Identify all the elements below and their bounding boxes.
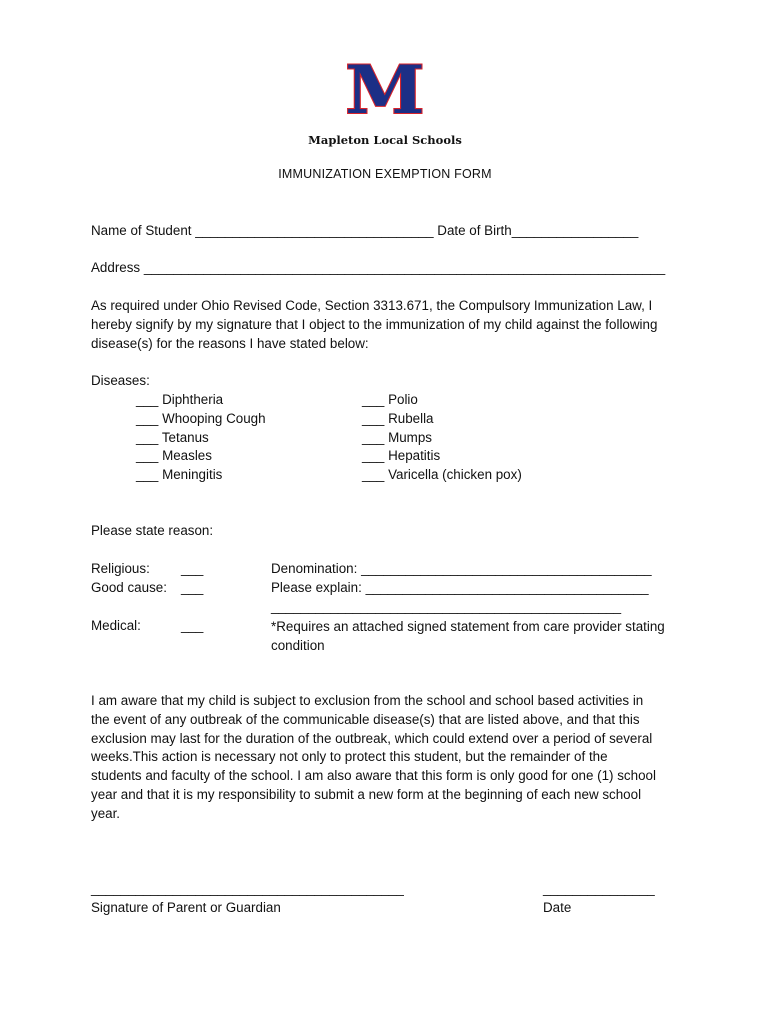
- dob-field[interactable]: _________________: [511, 223, 639, 238]
- intro-paragraph: [91, 297, 691, 353]
- intro-line: hereby signify by my signature that I object to the immunization of my child against the following: [91, 316, 658, 332]
- explain-label: Please explain:: [271, 580, 362, 595]
- disease-item[interactable]: ___ Measles: [136, 448, 212, 464]
- explain-extra-line[interactable]: _______________________________________________: [271, 599, 622, 614]
- address-label: Address: [91, 260, 141, 275]
- address-row: [91, 259, 665, 276]
- disease-item[interactable]: ___ Hepatitis: [362, 448, 441, 464]
- diseases-right-list: [362, 391, 522, 485]
- denomination-row: [271, 560, 652, 577]
- signature-date-label: Date: [543, 900, 572, 915]
- disease-item[interactable]: ___ Whooping Cough: [136, 410, 266, 426]
- diseases-left-list: [136, 391, 266, 485]
- dob-label: Date of Birth: [437, 223, 512, 238]
- intro-line: disease(s) for the reasons I have stated below:: [91, 335, 369, 351]
- disease-item[interactable]: ___ Mumps: [362, 429, 432, 445]
- medical-note-line: *Requires an attached signed statement from care provider stating: [271, 619, 665, 634]
- explain-field[interactable]: ______________________________________: [365, 580, 649, 595]
- signature-label: Signature of Parent or Guardian: [91, 900, 281, 915]
- form-title: IMMUNIZATION EXEMPTION FORM: [278, 167, 492, 181]
- awareness-line: students and faculty of the school. I am also aware that this form is only good for one (1) school: [91, 768, 656, 784]
- student-name-field[interactable]: ________________________________: [195, 223, 434, 238]
- medical-note-line: condition: [271, 638, 325, 653]
- disease-item[interactable]: ___ Polio: [362, 392, 418, 407]
- awareness-line: the event of any outbreak of the communicable disease(s) that are listed above, and that this: [91, 711, 640, 727]
- address-field[interactable]: ______________________________________________________________________: [143, 260, 666, 275]
- disease-item[interactable]: ___ Tetanus: [136, 429, 209, 445]
- good-cause-checkbox[interactable]: ___: [181, 580, 204, 595]
- medical-label: Medical:: [91, 618, 141, 633]
- denomination-field[interactable]: _______________________________________: [361, 561, 652, 576]
- denomination-label: Denomination:: [271, 561, 358, 576]
- student-name-label: Name of Student: [91, 223, 192, 238]
- intro-line: As required under Ohio Revised Code, Section 3313.671, the Compulsory Immunization Law, I: [91, 298, 653, 313]
- disease-item[interactable]: ___ Rubella: [362, 410, 434, 426]
- awareness-line: year and that it is my responsibility to submit a new form at the beginning of each new school: [91, 786, 642, 802]
- signature-field[interactable]: __________________________________________: [91, 881, 404, 896]
- awareness-line: exclusion may last for the duration of the outbreak, which could extend over a period of several: [91, 730, 653, 746]
- disease-item[interactable]: ___ Meningitis: [136, 467, 223, 483]
- awareness-line: year.: [91, 805, 121, 821]
- disease-item[interactable]: ___ Diphtheria: [136, 392, 224, 407]
- diseases-label: Diseases:: [91, 373, 150, 388]
- awareness-line: I am aware that my child is subject to exclusion from the school and school based activities in: [91, 693, 644, 708]
- religious-checkbox[interactable]: ___: [181, 561, 204, 576]
- signature-date-field[interactable]: _______________: [543, 881, 655, 896]
- medical-checkbox[interactable]: ___: [181, 618, 204, 633]
- good-cause-label: Good cause:: [91, 580, 167, 595]
- religious-label: Religious:: [91, 561, 150, 576]
- awareness-paragraph: [91, 692, 711, 824]
- awareness-line: weeks.This action is necessary not only to protect this student, but the remainder of the: [91, 749, 608, 765]
- student-name-row: [91, 222, 638, 239]
- disease-item[interactable]: ___ Varicella (chicken pox): [362, 467, 522, 483]
- logo-letter: M: [345, 51, 425, 130]
- medical-note: [271, 617, 665, 655]
- school-name: Mapleton Local Schools: [308, 133, 462, 147]
- explain-row: [271, 579, 649, 596]
- reason-prompt: Please state reason:: [91, 523, 214, 538]
- school-logo: [345, 51, 425, 130]
